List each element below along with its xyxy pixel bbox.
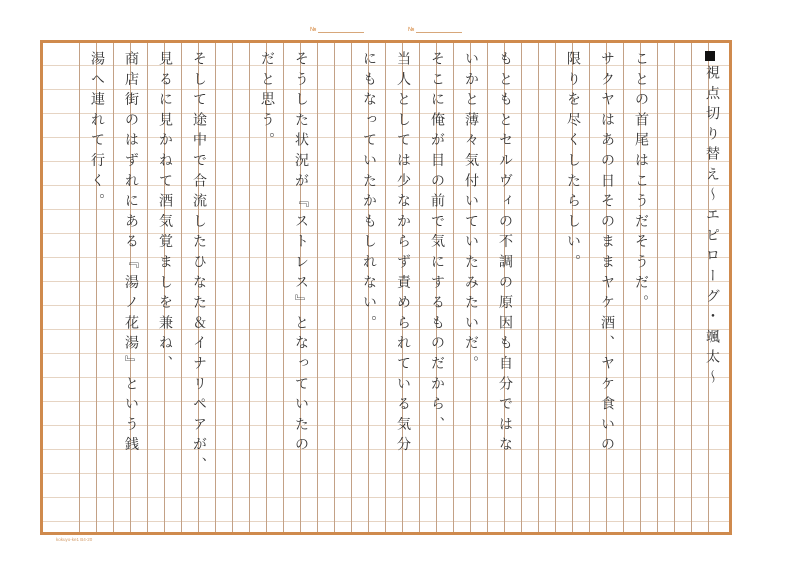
manuscript-line-11: そして途中で合流したひなた＆イナリペアが、	[191, 51, 207, 478]
header-no-1	[310, 26, 364, 33]
manuscript-line-8: にもなっていたかもしれない。	[361, 51, 377, 336]
manuscript-grid	[43, 43, 729, 532]
section-square-mark	[705, 51, 715, 61]
manuscript-line-3: 限りを尽くしたらしい。	[565, 51, 581, 275]
manuscript-line-5: いかと薄々気付いていたみたいだ。	[463, 51, 479, 376]
header-no-line-1	[318, 26, 364, 33]
footer-code: kokuyo-ke1 B4-20	[56, 537, 93, 542]
manuscript-line-14: 湯へ連れて行く。	[89, 51, 105, 214]
manuscript-line-4: もともとセルヴィの不調の原因も自分ではな	[497, 51, 513, 457]
manuscript-line-6: そこに俺が目の前で気にするものだから、	[429, 51, 445, 437]
manuscript-line-1: ことの首尾はこうだそうだ。	[633, 51, 649, 315]
manuscript-sheet	[40, 40, 732, 535]
manuscript-line-9: そうした状況が『ストレス』となっていたの	[293, 51, 309, 457]
header-no-line-2	[416, 26, 462, 33]
manuscript-line-2: サクヤはあの日そのままヤケ酒、ヤケ食いの	[599, 51, 615, 457]
manuscript-line-7: 当人としては少なからず責められている気分	[395, 51, 411, 457]
manuscript-line-10: だと思う。	[259, 51, 275, 153]
header-no-2	[408, 26, 462, 33]
manuscript-line-12: 見るに見かねて酒気覚ましを兼ね、	[157, 51, 173, 376]
manuscript-line-13: 商店街のはずれにある『湯ノ花湯』という銭	[123, 51, 139, 457]
manuscript-title: 視点切り替え～エピローグ・颯太～	[704, 65, 720, 390]
header-no-label-2: №	[408, 27, 415, 33]
header-no-label-1: №	[310, 27, 317, 33]
